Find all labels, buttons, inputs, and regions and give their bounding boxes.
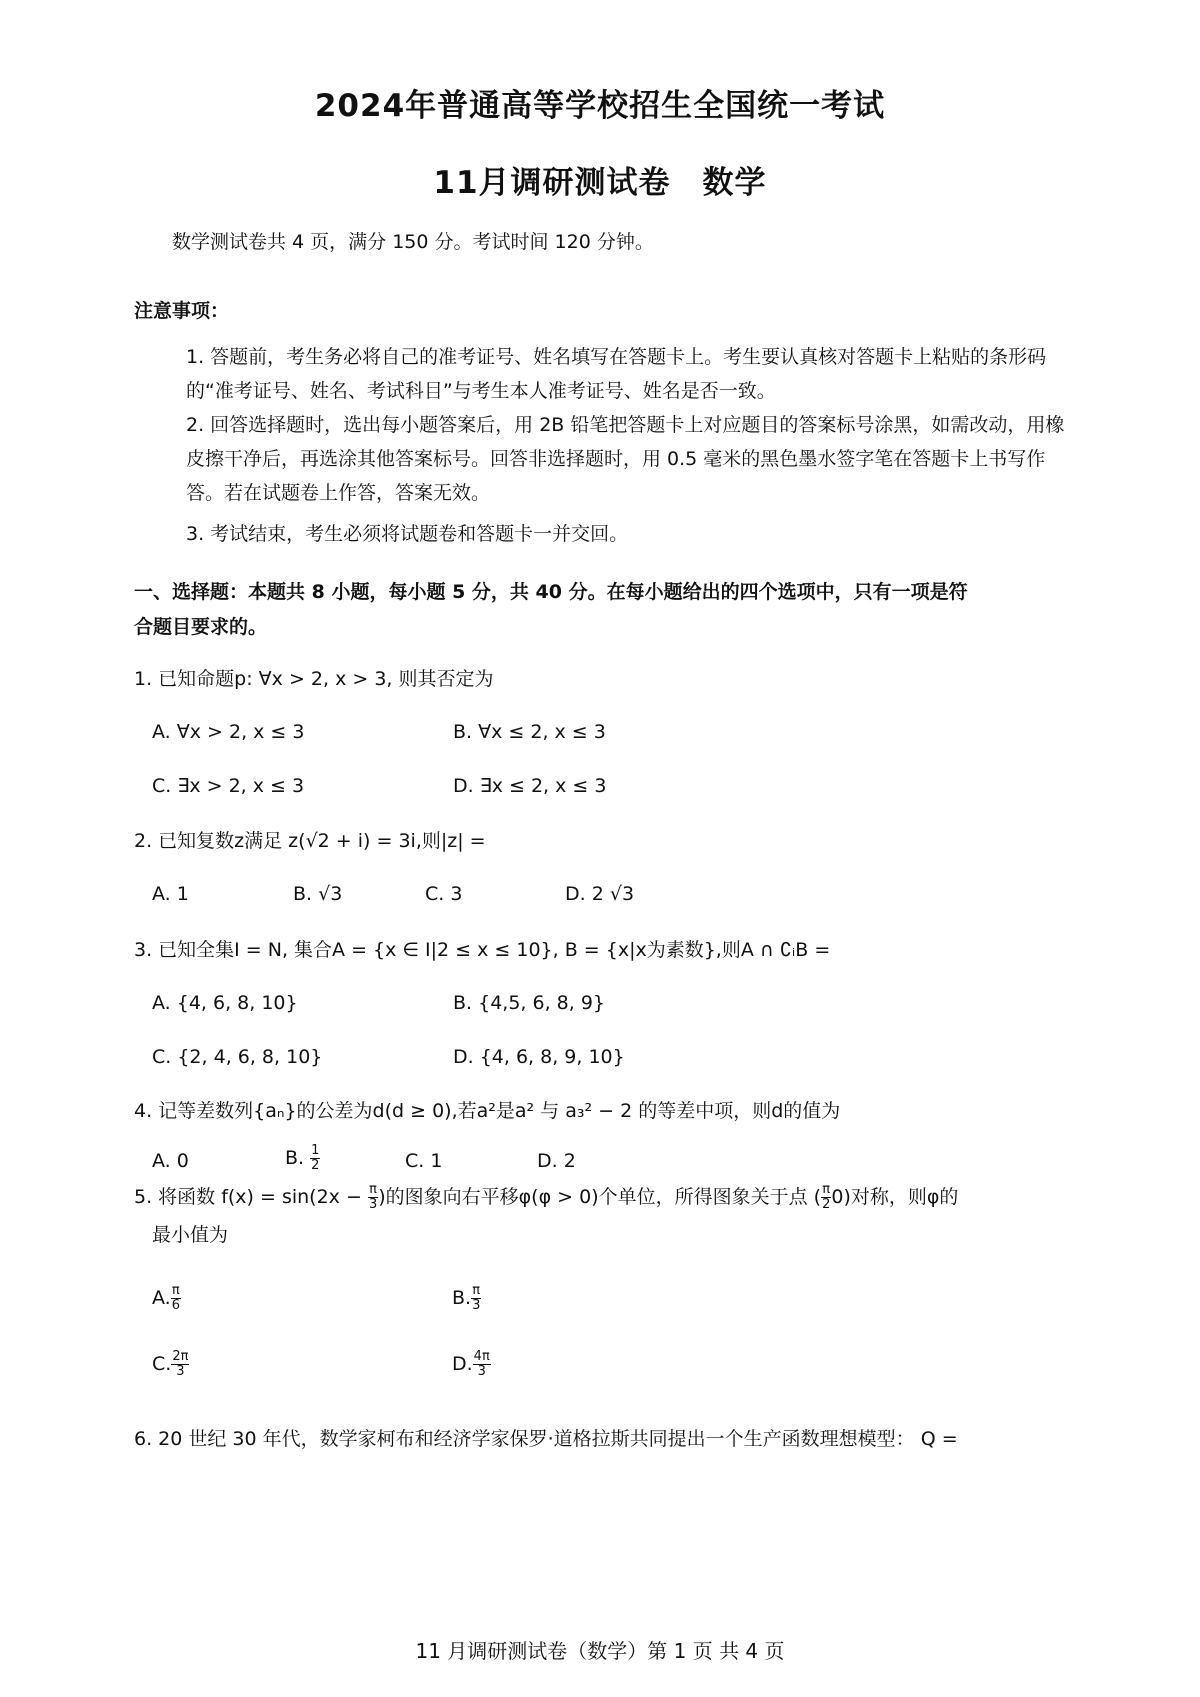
question-1-stem: 1. 已知命题p: ∀x > 2, x > 3, 则其否定为 (134, 668, 494, 690)
question-3-stem: 3. 已知全集I = N, 集合A = {x ∈ I|2 ≤ x ≤ 10}, B = {x|x为素数},则A ∩ ∁ᵢB = (134, 939, 831, 961)
question-5-option-a-fraction: $\frac{\pi}{6}$ (171, 1283, 180, 1313)
question-5-option-b: B. $\frac{\pi}{3}$ (452, 1283, 481, 1313)
question-2-stem: 2. 已知复数z满足 z(√2 + i) = 3i,则|z| = (134, 830, 486, 852)
question-2-option-c: C. 3 (425, 883, 463, 905)
section-heading-line1: 一、选择题：本题共 8 小题，每小题 5 分，共 40 分。在每小题给出的四个选项中，只有一项是符 (134, 581, 968, 603)
question-5-option-d-fraction: $\frac{4\pi}{3}$ (473, 1349, 490, 1379)
question-1-option-c: C. ∃x > 2, x ≤ 3 (152, 775, 305, 797)
question-6-stem: 6. 20 世纪 30 年代，数学家柯布和经济学家保罗·道格拉斯共同提出一个生产函数理想模型： Q = (134, 1428, 958, 1450)
question-4-option-b (285, 1144, 320, 1173)
question-2-option-b: B. √3 (293, 883, 343, 905)
note-item-1: 1. 答题前，考生务必将自己的准考证号、姓名填写在答题卡上。考生要认真核对答题卡上粘贴的条形码的“准考证号、姓名、考试科目”与考生本人准考证号、姓名是否一致。 (186, 346, 1047, 402)
question-4-option-a: A. 0 (152, 1150, 189, 1172)
question-3-option-a: A. {4, 6, 8, 10} (152, 992, 298, 1014)
question-3-option-b: B. {4,5, 6, 8, 9} (453, 992, 606, 1014)
question-5-option-a: A. $\frac{\pi}{6}$ (152, 1283, 180, 1313)
section-heading-line2: 合题目要求的。 (134, 616, 268, 638)
page-footer: 11 月调研测试卷（数学）第 1 页 共 4 页 (415, 1639, 785, 1663)
question-4-stem: 4. 记等差数列{aₙ}的公差为d(d ≥ 0),若a²是a² 与 a₃² − 2 的等差中项，则d的值为 (134, 1100, 841, 1122)
question-3-option-c: C. {2, 4, 6, 8, 10} (152, 1046, 323, 1068)
question-2-option-d: D. 2 √3 (565, 883, 635, 905)
intro-text: 数学测试卷共 4 页，满分 150 分。考试时间 120 分钟。 (172, 231, 654, 253)
question-4-option-b-fraction: $\frac{1}{2}$ (311, 1143, 320, 1173)
question-1-option-d: D. ∃x ≤ 2, x ≤ 3 (453, 775, 607, 797)
exam-title: 2024年普通高等学校招生全国统一考试 (314, 88, 886, 124)
question-1-option-b: B. ∀x ≤ 2, x ≤ 3 (453, 721, 606, 743)
question-5-option-d: D. $\frac{4\pi}{3}$ (452, 1349, 490, 1379)
question-5-option-b-fraction: $\frac{\pi}{3}$ (472, 1283, 481, 1313)
question-4-option-c: C. 1 (405, 1150, 443, 1172)
question-4-option-b-label: B. (285, 1147, 311, 1169)
question-5-option-c-fraction: $\frac{2\pi}{3}$ (172, 1349, 189, 1379)
question-1-option-a: A. ∀x > 2, x ≤ 3 (152, 721, 305, 743)
notes-heading: 注意事项： (134, 300, 230, 322)
question-5-stem-line2: 最小值为 (152, 1224, 229, 1246)
question-2-option-a: A. 1 (152, 883, 189, 905)
note-item-3: 3. 考试结束，考生必须将试题卷和答题卡一并交回。 (186, 523, 629, 545)
question-4-option-d: D. 2 (537, 1150, 576, 1172)
question-5-frac-pi-2: $\frac{\pi}{2}$ (822, 1182, 831, 1212)
question-3-option-d: D. {4, 6, 8, 9, 10} (453, 1046, 625, 1068)
question-5-stem-line1: 5. 将函数 f(x) = sin(2x − $\frac{\pi}{3}$ )的图象向右平移φ(φ > 0)个单位，所得图象关于点 ( $\frac{\pi}{2}$ 0)对称，则φ的 (134, 1182, 959, 1212)
question-5-frac-pi-3: $\frac{\pi}{3}$ (368, 1182, 378, 1212)
note-item-2: 2. 回答选择题时，选出每小题答案后，用 2B 铅笔把答题卡上对应题目的答案标号涂黑，如需改动，用橡皮擦干净后，再选涂其他答案标号。回答非选择题时，用 0.5 毫米的黑色墨水签字笔在答题卡上书写作答。若在试题卷上作答，答案无效。 (186, 414, 1065, 504)
exam-subtitle: 11月调研测试卷 数学 (433, 165, 767, 201)
question-5-option-c: C. $\frac{2\pi}{3}$ (152, 1349, 189, 1379)
